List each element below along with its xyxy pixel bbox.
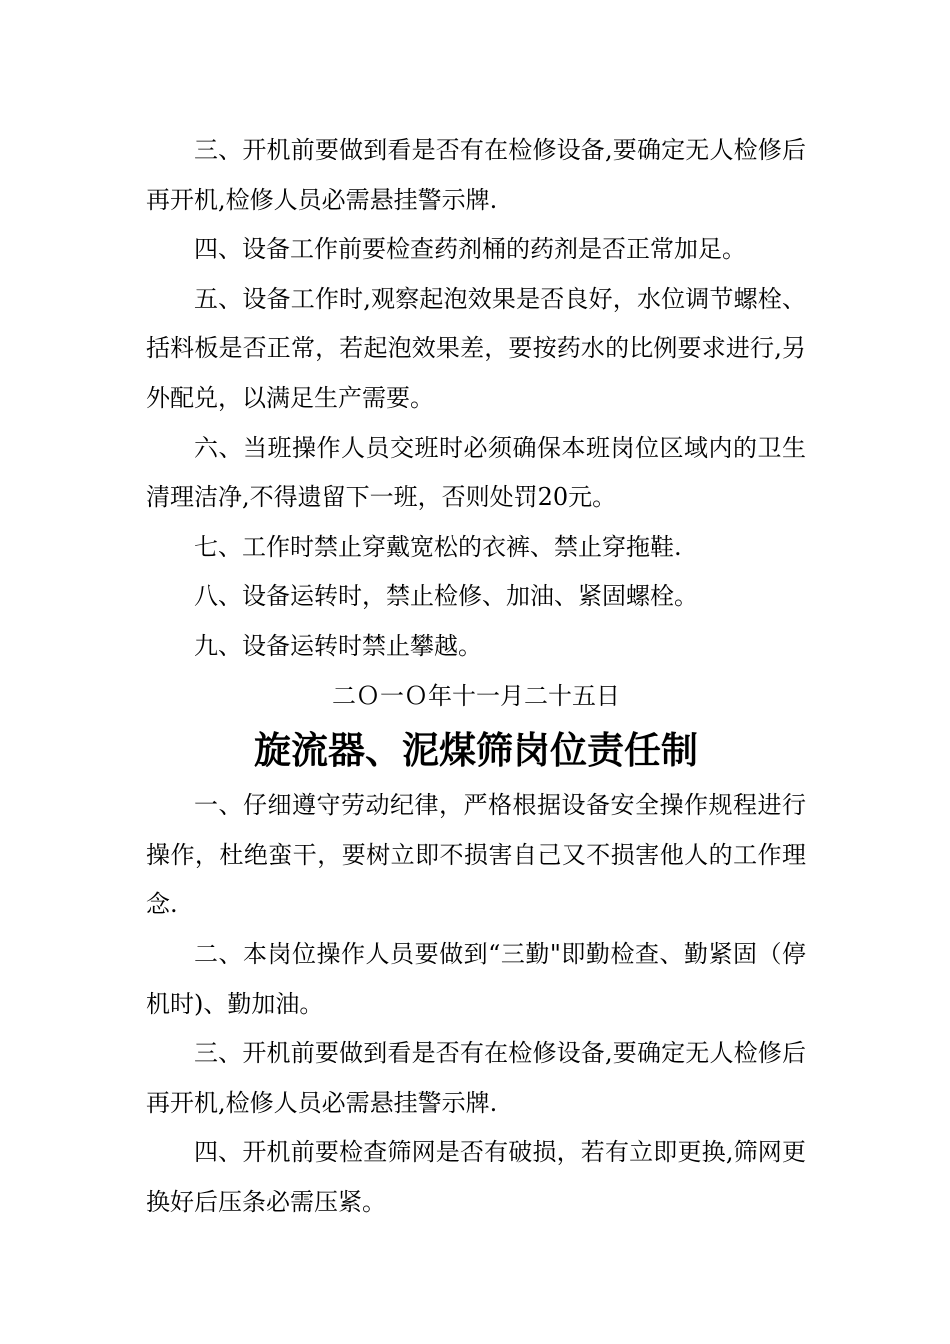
paragraph-2: 二、本岗位操作人员要做到“三勤"即勤检查、勤紧固（停机时)、勤加油。	[146, 939, 806, 1018]
paragraph-9: 九、设备运转时禁止攀越。	[194, 631, 482, 660]
document-body	[146, 126, 806, 1227]
paragraph-7: 七、工作时禁止穿戴宽松的衣裤、禁止穿拖鞋.	[194, 532, 682, 561]
paragraph-3: 三、开机前要做到看是否有在检修设备,要确定无人检修后再开机,检修人员必需悬挂警示牌.	[146, 136, 806, 214]
paragraph-1: 一、仔细遵守劳动纪律，严格根据设备安全操作规程进行操作，杜绝蛮干，要树立即不损害自己又不损害他人的工作理念.	[146, 791, 806, 919]
section-title: 旋流器、泥煤筛岗位责任制	[254, 729, 698, 773]
paragraph-8: 八、设备运转时，禁止检修、加油、紧固螺栓。	[194, 582, 698, 611]
paragraph-5: 五、设备工作时,观察起泡效果是否良好，水位调节螺栓、括料板是否正常，若起泡效果差，要按药水的比例要求进行,另外配兑，以满足生产需要。	[146, 284, 806, 412]
paragraph-3b: 三、开机前要做到看是否有在检修设备,要确定无人检修后再开机,检修人员必需悬挂警示牌.	[146, 1039, 806, 1117]
paragraph-4b: 四、开机前要检查筛网是否有破损，若有立即更换,筛网更换好后压条必需压紧。	[146, 1138, 806, 1216]
paragraph-4: 四、设备工作前要检查药剂桶的药剂是否正常加足。	[194, 235, 746, 264]
paragraph-6: 六、当班操作人员交班时必须确保本班岗位区域内的卫生清理洁净,不得遗留下一班，否则处罚20元。	[146, 433, 806, 512]
document-date: 二Ｏ一Ｏ年十一月二十五日	[332, 681, 620, 710]
